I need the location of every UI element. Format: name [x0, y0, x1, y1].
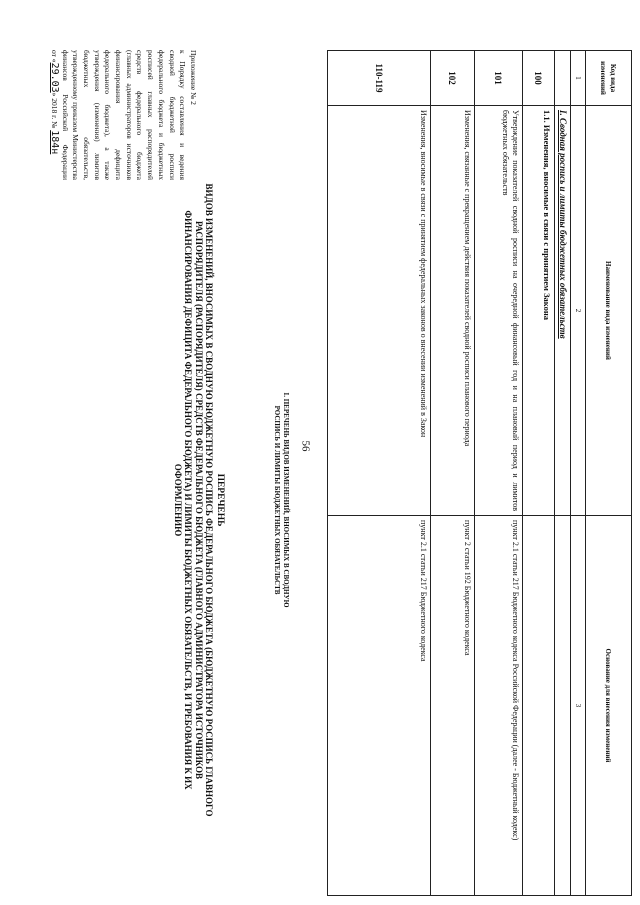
- appendix-block: [48, 50, 198, 180]
- header-code: Код вида изменений: [586, 51, 632, 106]
- handwritten-order-number: 184н: [48, 130, 60, 155]
- row-name: Изменения, связанные с прекращением действия показателей сводной росписи планового периода: [431, 106, 475, 516]
- date-prefix: от «: [49, 50, 59, 63]
- section-subtitle: I. ПЕРЕЧЕНЬ ВИДОВ ИЗМЕНЕНИЙ, ВНОСИМЫХ В СВОДНУЮ РОСПИСЬ И ЛИМИТЫ БЮДЖЕТНЫХ ОБЯЗАТЕЛЬСТВ: [273, 392, 290, 608]
- table-row: [328, 51, 431, 896]
- row-basis: пункт 2.1 статьи 217 Бюджетного кодекса: [328, 516, 431, 896]
- title-heading: ПЕРЕЧЕНЬ: [215, 473, 225, 527]
- header-basis: Основание для внесения изменений: [586, 516, 632, 896]
- column-number: 2: [571, 106, 586, 516]
- row-name: 1.1. Изменения, вносимые в связи с принятием Закона: [523, 106, 555, 516]
- appendix-date-line: [50, 50, 59, 154]
- section-heading: I. Сводная роспись и лимиты бюджетных обязательств: [555, 106, 571, 516]
- date-mid: » 2018 г. №: [49, 92, 59, 129]
- row-basis: [523, 516, 555, 896]
- row-code: 101: [475, 51, 523, 106]
- page-number: 56: [299, 440, 312, 452]
- changes-table: [327, 50, 632, 896]
- header-name: Наименование вида изменений: [586, 106, 632, 516]
- row-basis: пункт 2 статьи 192 Бюджетного кодекса: [431, 516, 475, 896]
- table-row: [475, 51, 523, 896]
- row-name: Изменения, вносимые в связи с принятием федеральных законов о внесении изменений в Закон: [328, 106, 431, 516]
- table-row: [523, 51, 555, 896]
- appendix-title: Приложение № 2: [189, 50, 198, 105]
- row-basis: пункт 2.1 статьи 217 Бюджетного кодекса Российской Федерации (далее - Бюджетный кодекс): [475, 516, 523, 896]
- title-body: ВИДОВ ИЗМЕНЕНИЙ, ВНОСИМЫХ В СВОДНУЮ БЮДЖЕТНУЮ РОСПИСЬ ФЕДЕРАЛЬНОГО БЮДЖЕТА (БЮДЖЕТНУЮ РОСПИСЬ ГЛАВНОГО РАСПОРЯДИТЕЛЯ (РАСПОРЯДИТЕЛЯ) СРЕДСТВ ФЕДЕРАЛЬНОГО БЮДЖЕТА (ГЛАВНОГО АДМИНИСТРАТОРА ИСТОЧНИКОВ ФИНАНСИРОВАНИЯ ДЕФИЦИТА ФЕДЕРАЛЬНОГО БЮДЖЕТА) И ЛИМИТЫ БЮДЖЕТНЫХ ОБЯЗАТЕЛЬСТВ, И ТРЕБОВАНИЯ К ИХ ОФОРМЛЕНИЮ: [173, 183, 215, 817]
- column-number: 1: [571, 51, 586, 106]
- column-number: 3: [571, 516, 586, 896]
- appendix-text: к Порядку составления и ведения сводной бюджетной росписи федерального бюджета и бюджетных росписей главных распорядителей средств федерального бюджета (главных администраторов источников финансирования дефицита федерального бюджета), а также утверждения (изменения) лимитов бюджетных обязательств, утвержденному приказом Министерства финансов Российской Федерации: [60, 50, 188, 180]
- row-code: 110-119: [328, 51, 431, 106]
- row-code: 100: [523, 51, 555, 106]
- row-name: Утверждение показателей сводной росписи на очередной финансовый год и на плановый период и лимитов бюджетных обязательств: [475, 106, 523, 516]
- handwritten-date: 29.03: [48, 62, 60, 93]
- document-title: [173, 180, 226, 820]
- table-row: [431, 51, 475, 896]
- row-code: 102: [431, 51, 475, 106]
